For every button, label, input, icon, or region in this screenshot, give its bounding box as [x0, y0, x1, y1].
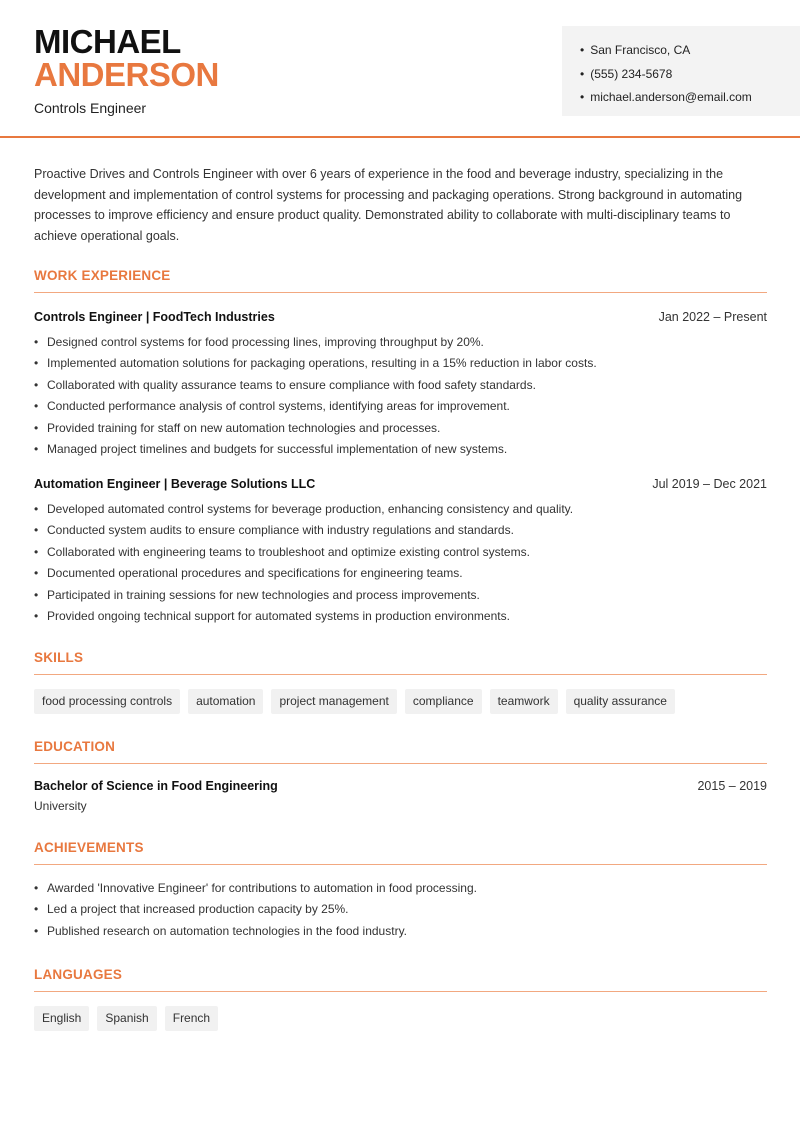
- job-header: [34, 310, 767, 328]
- skills-tags: [34, 689, 675, 714]
- languages-tags: [34, 1006, 218, 1031]
- list-item: • Designed control systems for food processing lines, improving throughput by 20%.: [34, 332, 767, 353]
- contact-email[interactable]: • michael.anderson@email.com: [580, 86, 752, 110]
- list-item: • Conducted system audits to ensure compliance with industry regulations and standards.: [34, 520, 767, 541]
- skill-tag: project management: [271, 689, 396, 714]
- achievements-list: [34, 878, 767, 942]
- contact-location: • San Francisco, CA: [580, 39, 752, 63]
- job-header: [34, 477, 767, 495]
- list-item: • Implemented automation solutions for packaging operations, resulting in a 15% reduction in labor costs.: [34, 353, 767, 374]
- list-item: • Collaborated with engineering teams to troubleshoot and optimize existing control systems.: [34, 542, 767, 563]
- list-item: • Provided training for staff on new automation technologies and processes.: [34, 418, 767, 439]
- list-item: • Awarded 'Innovative Engineer' for contributions to automation in food processing.: [34, 878, 767, 899]
- list-item: • Documented operational procedures and specifications for engineering teams.: [34, 563, 767, 584]
- job-dates: Jan 2022 – Present: [658, 310, 767, 324]
- job-bullets: [34, 332, 767, 460]
- job-bullets: [34, 499, 767, 627]
- list-item: • Led a project that increased production capacity by 25%.: [34, 899, 767, 920]
- job-role: Controls Engineer | FoodTech Industries: [34, 310, 275, 324]
- list-item: • Managed project timelines and budgets for successful implementation of new systems.: [34, 439, 767, 460]
- section-title-work-experience: WORK EXPERIENCE: [34, 268, 767, 293]
- list-item: • Participated in training sessions for new technologies and process improvements.: [34, 585, 767, 606]
- list-item: • Collaborated with quality assurance teams to ensure compliance with food safety standards.: [34, 375, 767, 396]
- resume-header: [0, 0, 800, 138]
- education-header: [34, 779, 767, 797]
- skill-tag: compliance: [405, 689, 482, 714]
- education-years: 2015 – 2019: [697, 779, 767, 793]
- section-title-education: EDUCATION: [34, 739, 767, 764]
- list-item: • Conducted performance analysis of control systems, identifying areas for improvement.: [34, 396, 767, 417]
- skill-tag: teamwork: [490, 689, 558, 714]
- skill-tag: food processing controls: [34, 689, 180, 714]
- list-item: • Developed automated control systems for beverage production, enhancing consistency and quality.: [34, 499, 767, 520]
- job-title: Controls Engineer: [34, 100, 147, 116]
- school: University: [34, 799, 87, 813]
- section-title-skills: SKILLS: [34, 650, 767, 675]
- skill-tag: quality assurance: [566, 689, 675, 714]
- contact-list: [580, 39, 752, 110]
- list-item: • Provided ongoing technical support for automated systems in production environments.: [34, 606, 767, 627]
- section-title-languages: LANGUAGES: [34, 967, 767, 992]
- first-name: MICHAEL: [34, 23, 181, 60]
- contact-phone: • (555) 234-5678: [580, 63, 752, 87]
- language-tag: Spanish: [97, 1006, 156, 1031]
- language-tag: French: [165, 1006, 218, 1031]
- contact-box: [562, 26, 800, 116]
- degree: Bachelor of Science in Food Engineering: [34, 779, 278, 793]
- job-role: Automation Engineer | Beverage Solutions LLC: [34, 477, 316, 491]
- section-title-achievements: ACHIEVEMENTS: [34, 840, 767, 865]
- profile-summary: Proactive Drives and Controls Engineer with over 6 years of experience in the food and beverage industry, specializing in the development and implementation of control systems for processing and packaging operations. Strong background in automating processes to improve efficiency and ensure product quality. Demonstrated ability to collaborate with multi-disciplinary teams to achieve operational goals.: [34, 167, 743, 244]
- skill-tag: automation: [188, 689, 263, 714]
- list-item: • Published research on automation technologies in the food industry.: [34, 921, 767, 942]
- job-dates: Jul 2019 – Dec 2021: [652, 477, 767, 491]
- language-tag: English: [34, 1006, 89, 1031]
- last-name: ANDERSON: [34, 56, 219, 93]
